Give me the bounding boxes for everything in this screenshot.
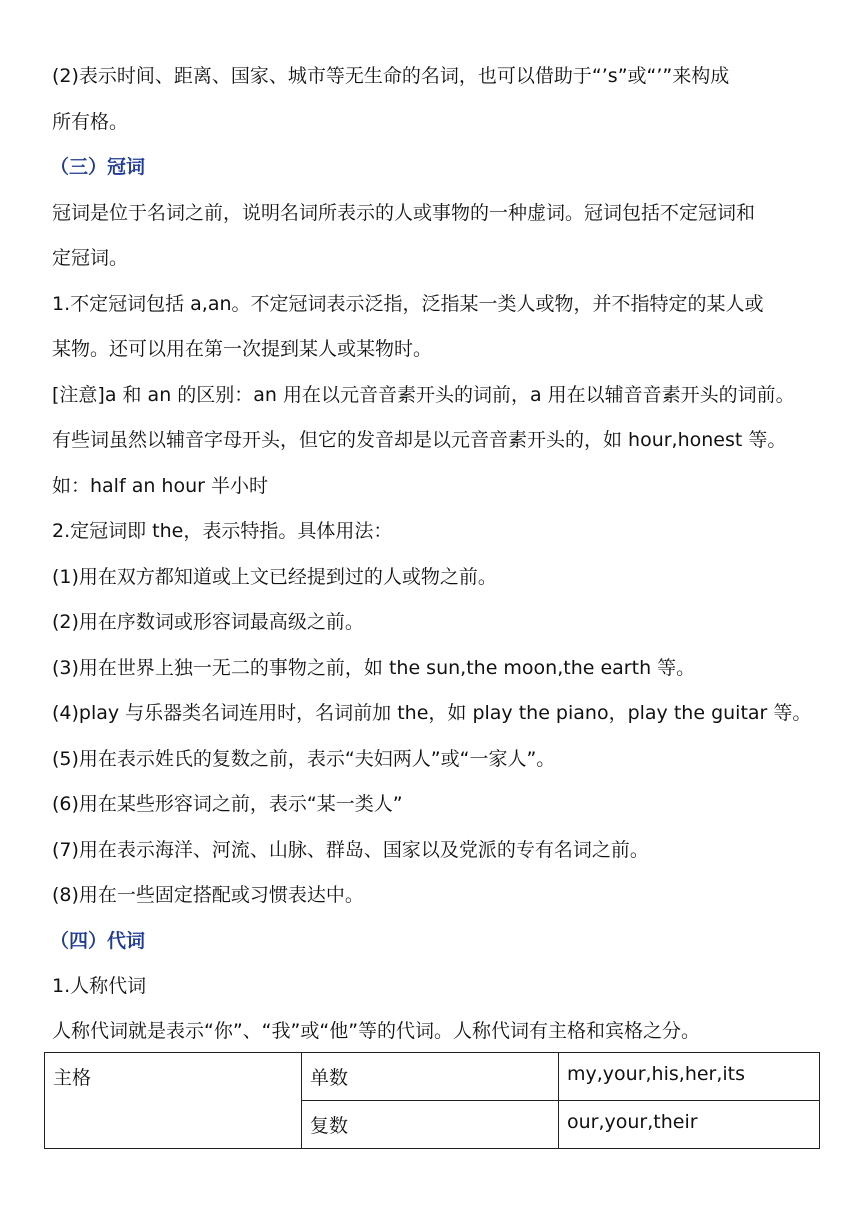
- example-line: 如：half an hour 半小时: [52, 475, 268, 497]
- paragraph-line: 冠词是位于名词之前，说明名词所表示的人或事物的一种虚词。冠词包括不定冠词和: [52, 202, 756, 224]
- list-item: (8)用在一些固定搭配或习惯表达中。: [52, 884, 364, 906]
- list-item: (2)用在序数词或形容词最高级之前。: [52, 611, 364, 633]
- table-cell-forms: our,your,their: [559, 1101, 820, 1149]
- note-line: [注意]a 和 an 的区别：an 用在以元音音素开头的词前，a 用在以辅音音素开头的词前。: [52, 384, 795, 406]
- paragraph-line: 人称代词就是表示“你”、“我”或“他”等的代词。人称代词有主格和宾格之分。: [52, 1020, 701, 1042]
- table-cell-number: 单数: [302, 1053, 559, 1101]
- paragraph-line: 定冠词。: [52, 247, 129, 269]
- paragraph-line: 有些词虽然以辅音字母开头，但它的发音却是以元音音素开头的，如 hour,honest 等。: [52, 429, 787, 451]
- list-item: (1)用在双方都知道或上文已经提到过的人或物之前。: [52, 566, 497, 588]
- table-cell-forms: my,your,his,her,its: [559, 1053, 820, 1101]
- section-heading-pronouns: （四）代词: [50, 930, 146, 952]
- table-cell-number: 复数: [302, 1101, 559, 1149]
- subheading-line: 1.人称代词: [52, 975, 147, 997]
- paragraph-line: 2.定冠词即 the，表示特指。具体用法：: [52, 520, 393, 542]
- list-item: (7)用在表示海洋、河流、山脉、群岛、国家以及党派的专有名词之前。: [52, 839, 649, 861]
- paragraph-line: 所有格。: [52, 111, 129, 133]
- paragraph-line: (2)表示时间、距离、国家、城市等无生命的名词，也可以借助于“’s”或“’”来构成: [52, 65, 730, 87]
- list-item: (5)用在表示姓氏的复数之前，表示“夫妇两人”或“一家人”。: [52, 748, 556, 770]
- section-heading-articles: （三）冠词: [50, 156, 146, 178]
- pronoun-table: [44, 1052, 820, 1149]
- paragraph-line: 1.不定冠词包括 a,an。不定冠词表示泛指，泛指某一类人或物，并不指特定的某人或: [52, 293, 764, 315]
- list-item: (3)用在世界上独一无二的事物之前，如 the sun,the moon,the earth 等。: [52, 657, 696, 679]
- table-cell-case: 主格: [45, 1053, 302, 1149]
- list-item: (6)用在某些形容词之前，表示“某一类人”: [52, 793, 403, 815]
- list-item: (4)play 与乐器类名词连用时，名词前加 the，如 play the piano，play the guitar 等。: [52, 702, 812, 724]
- table-row: [45, 1053, 820, 1101]
- paragraph-line: 某物。还可以用在第一次提到某人或某物时。: [52, 338, 433, 360]
